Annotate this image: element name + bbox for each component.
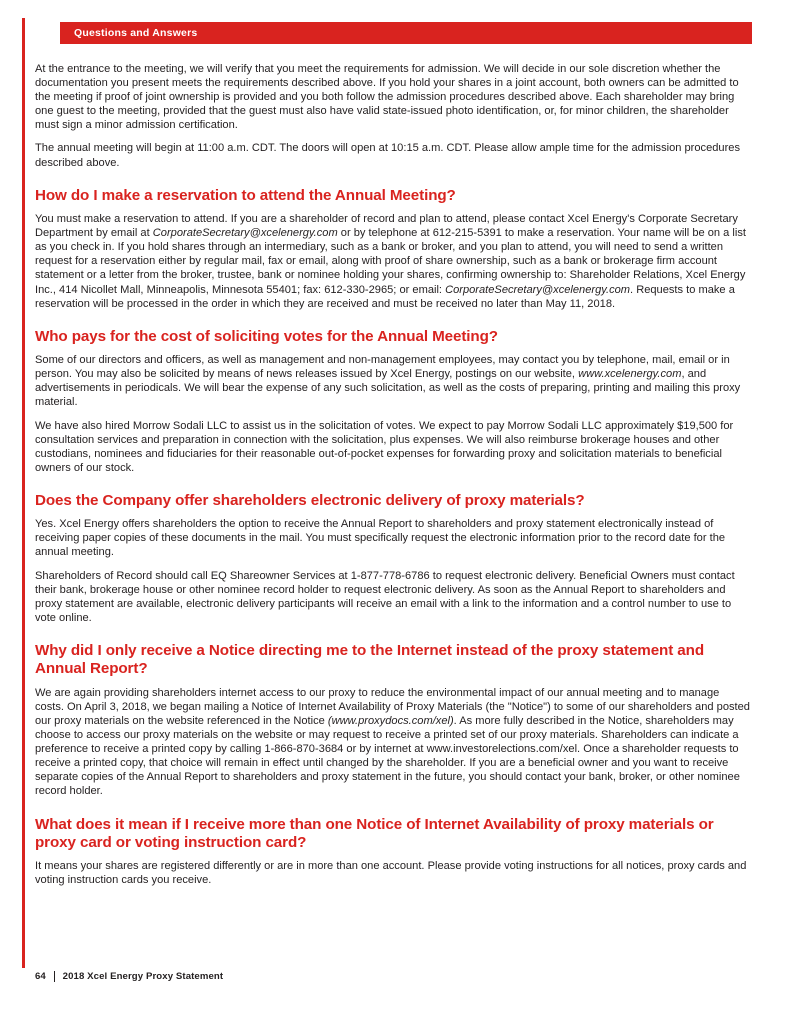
qa-answer-electronic-delivery-1: Yes. Xcel Energy offers shareholders the option to receive the Annual Report to shareholders and proxy statement electronically instead of receiving paper copies of these documents in the mail. You must specifically request the electronic information prior to the record date for the annual meeting. [35,518,726,559]
qa-question-reservation: How do I make a reservation to attend the Annual Meeting? [35,186,456,204]
qa-item-solicitation-cost [35,328,750,475]
left-accent-rule [22,18,25,968]
qa-item-notice-internet [35,642,750,799]
footer-page-number: 64 [35,971,46,982]
qa-question-electronic-delivery: Does the Company offer shareholders electronic delivery of proxy materials? [35,491,585,509]
qa-answer-electronic-delivery-2: Shareholders of Record should call EQ Shareowner Services at 1-877-778-6786 to request electronic delivery. Beneficial Owners must contact their bank, brokerage house or other nominee record holder to request electronic delivery. As soon as the Annual Report to shareholders and proxy statement are available, electronic delivery participants will receive an email with a link to the information and a control number to use to vote online. [35,569,735,624]
intro-paragraph-1: At the entrance to the meeting, we will verify that you meet the requirements for admission. We will decide in our sole discretion whether the documentation you present meets the requirements described above. If you hold your shares in a joint account, both owners can be admitted to the meeting if proof of joint ownership is provided and you both follow the admission procedures described above. Each shareholder may bring one guest to the meeting, provided that the guest must also have valid state-issued photo identification, or, for minor children, the shareholder must sign a minor admission certification. [35,63,739,132]
qa-answer-solicitation-cost-2: We have also hired Morrow Sodali LLC to assist us in the solicitation of votes. We expect to pay Morrow Sodali LLC approximately $19,500 for consultation services and preparation in connection with the solicitation, plus expenses. We will also reimburse brokerage houses and other custodians, nominees and fiduciaries for their reasonable out-of-pocket expenses for forwarding proxy and solicitation materials to beneficial owners of our stock. [35,419,734,474]
qa-question-notice-internet: Why did I only receive a Notice directing me to the Internet instead of the proxy statement and Annual Report? [35,641,705,678]
footer-document-title: 2018 Xcel Energy Proxy Statement [62,971,224,982]
qa-item-multiple-notices [35,816,750,888]
qa-answer-reservation-1: You must make a reservation to attend. If you are a shareholder of record and plan to attend, please contact Xcel Energy's Corporate Secretary Department by email at CorporateSecretary@xcelenergy.com or by telephone at 612-215-5391 to make a reservation. Your name will be on a list as you check in. If you hold shares through an intermediary, such as a bank or broker, and you plan to attend, you will need to send a written request for a reservation either by regular mail, fax or email, along with proof of share ownership, such as a bank or brokerage firm account statement or a letter from the broker, trustee, bank or nominee holding your shares, confirming ownership to: Shareholder Relations, Xcel Energy Inc., 414 Nicollet Mall, Minneapolis, Minnesota 55401; fax: 612-330-2965; or email: CorporateSecretary@xcelenergy.com. Requests to make a reservation will be processed in the order in which they are received and must be received no later than May 11, 2018. [35,213,746,310]
intro-paragraph-2: The annual meeting will begin at 11:00 a.m. CDT. The doors will open at 10:15 a.m. CDT. Please allow ample time for the admission procedures described above. [35,142,741,169]
qa-item-reservation [35,187,750,311]
section-header-bar [60,22,752,44]
qa-answer-solicitation-cost-1: Some of our directors and officers, as well as management and non-management employees, may contact you by telephone, mail, email or in person. You may also be solicited by means of news releases issued by Xcel Energy, postings on our website, www.xcelenergy.com, and advertisements in periodicals. We will bear the expense of any such solicitation, as well as the costs of preparing, printing and mailing this proxy material. [35,354,741,409]
footer-divider [54,971,55,982]
intro-block [35,62,750,170]
qa-answer-notice-internet-1: We are again providing shareholders internet access to our proxy to reduce the environmental impact of our annual meeting and to manage costs. On April 3, 2018, we began mailing a Notice of Internet Availability of Proxy Materials (the "Notice") to some of our shareholders and posted our proxy materials on the website referenced in the Notice (www.proxydocs.com/xel). As more fully described in the Notice, shareholders may choose to access our proxy materials on the website or may request to receive a printed set of our proxy materials. Shareholders can indicate a preference to receive a printed copy by calling 1-866-870-3684 or by internet at www.investorelections.com/xel. Once a shareholder requests to receive a printed copy, that choice will remain in effect until changed by the shareholder. If you are a beneficial owner and you want to receive separate copies of the Annual Report to shareholders and proxy statement in the future, you should contact your bank, broker, or other nominee record holder. [35,686,750,798]
qa-question-multiple-notices: What does it mean if I receive more than one Notice of Internet Availability of proxy materials or proxy card or voting instruction card? [35,815,714,851]
qa-answer-multiple-notices-1: It means your shares are registered differently or are in more than one account. Please provide voting instructions for all notices, proxy cards and voting instruction cards you receive. [35,860,747,887]
page-content [35,62,750,897]
section-header-label: Questions and Answers [74,27,198,39]
page-footer [35,971,750,982]
qa-item-electronic-delivery [35,492,750,625]
qa-question-solicitation-cost: Who pays for the cost of soliciting votes for the Annual Meeting? [35,327,498,345]
